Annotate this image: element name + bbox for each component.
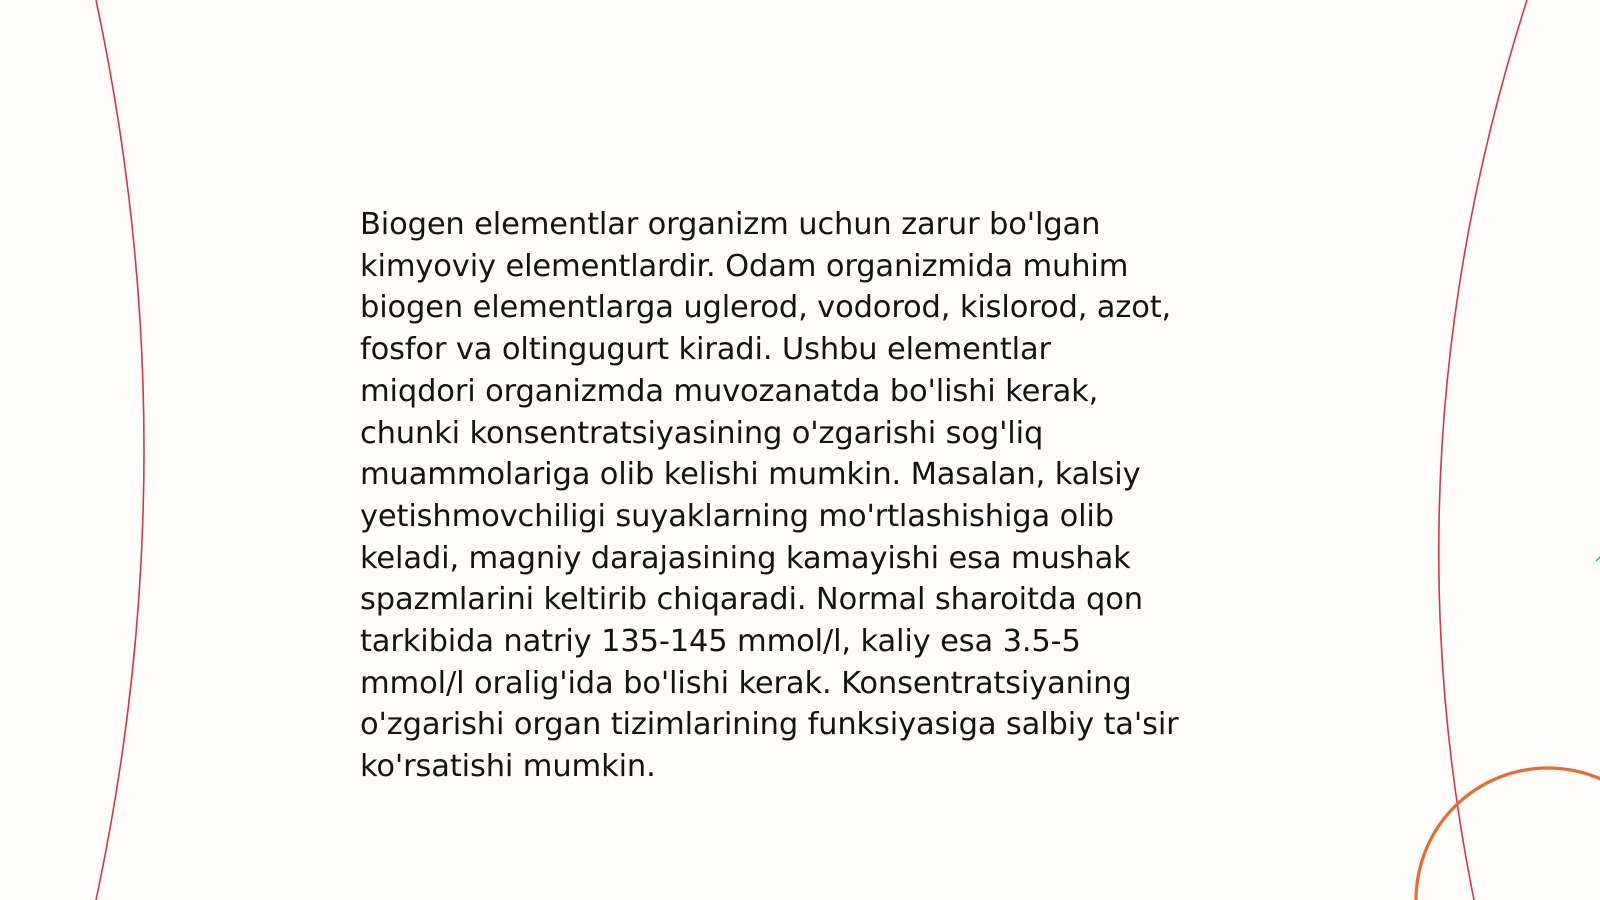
text-line: mmol/l oralig'ida bo'lishi kerak. Konsentratsiyaning	[360, 665, 1132, 701]
teal-accent-mark	[1596, 557, 1600, 561]
text-line: chunki konsentratsiyasining o'zgarishi sog'liq	[360, 415, 1044, 451]
right-arc-line	[1439, 0, 1527, 900]
body-paragraph	[360, 204, 1260, 788]
text-line: miqdori organizmda muvozanatda bo'lishi kerak,	[360, 373, 1099, 409]
text-line: keladi, magniy darajasining kamayishi esa mushak	[360, 540, 1131, 576]
text-line: muammolariga olib kelishi mumkin. Masalan, kalsiy	[360, 457, 1141, 493]
text-line: tarkibida natriy 135-145 mmol/l, kaliy esa 3.5-5	[360, 624, 1081, 660]
text-line: Biogen elementlar organizm uchun zarur bo'lgan	[360, 207, 1101, 242]
text-line: yetishmovchiligi suyaklarning mo'rtlashishiga olib	[360, 498, 1114, 534]
left-arc-line	[96, 0, 144, 900]
text-line: kimyoviy elementlardir. Odam organizmida muhim	[360, 248, 1129, 284]
orange-circle-arc	[1416, 768, 1600, 900]
text-line: biogen elementlarga uglerod, vodorod, kislorod, azot,	[360, 290, 1172, 326]
text-line: fosfor va oltingugurt kiradi. Ushbu elementlar	[360, 332, 1051, 368]
text-line: spazmlarini keltirib chiqaradi. Normal sharoitda qon	[360, 582, 1143, 618]
text-line: ko'rsatishi mumkin.	[360, 749, 656, 785]
text-line: o'zgarishi organ tizimlarining funksiyasiga salbiy ta'sir	[360, 707, 1179, 743]
